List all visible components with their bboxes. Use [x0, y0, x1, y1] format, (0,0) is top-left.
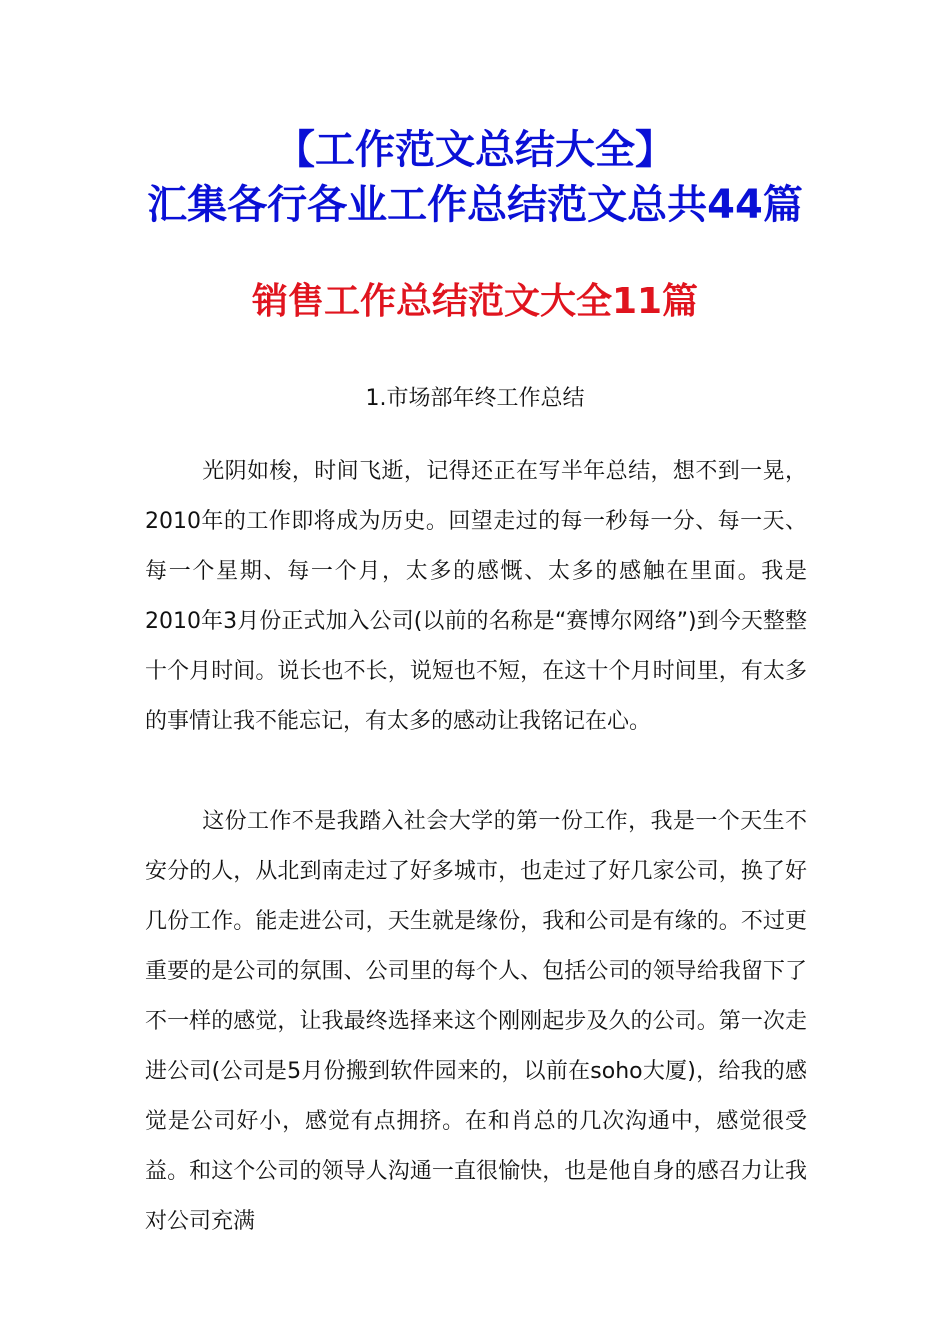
document-title-line-1: 【工作范文总结大全】: [275, 127, 675, 173]
document-title-line-2: 汇集各行各业工作总结范文总共44篇: [147, 182, 803, 228]
document-subtitle: 销售工作总结范文大全11篇: [251, 281, 699, 322]
section-heading: 1.市场部年终工作总结: [365, 386, 585, 411]
body-paragraph-1: 光阴如梭，时间飞逝，记得还正在写半年总结，想不到一晃，2010年的工作即将成为历史。回望走过的每一秒每一分、每一天、每一个星期、每一个月，太多的感慨、太多的感触在里面。我是2010年3月份正式加入公司(以前的名称是“赛博尔网络”)到今天整整十个月时间。说长也不长，说短也不短，在这十个月时间里，有太多的事情让我不能忘记，有太多的感动让我铭记在心。: [145, 459, 807, 734]
body-paragraph-2: 这份工作不是我踏入社会大学的第一份工作，我是一个天生不安分的人，从北到南走过了好多城市，也走过了好几家公司，换了好几份工作。能走进公司，天生就是缘份，我和公司是有缘的。不过更重要的是公司的氛围、公司里的每个人、包括公司的领导给我留下了不一样的感觉，让我最终选择来这个刚刚起步及久的公司。第一次走进公司(公司是5月份搬到软件园来的，以前在soho大厦)，给我的感觉是公司好小，感觉有点拥挤。在和肖总的几次沟通中，感觉很受益。和这个公司的领导人沟通一直很愉快，也是他自身的感召力让我对公司充满: [145, 809, 807, 1234]
